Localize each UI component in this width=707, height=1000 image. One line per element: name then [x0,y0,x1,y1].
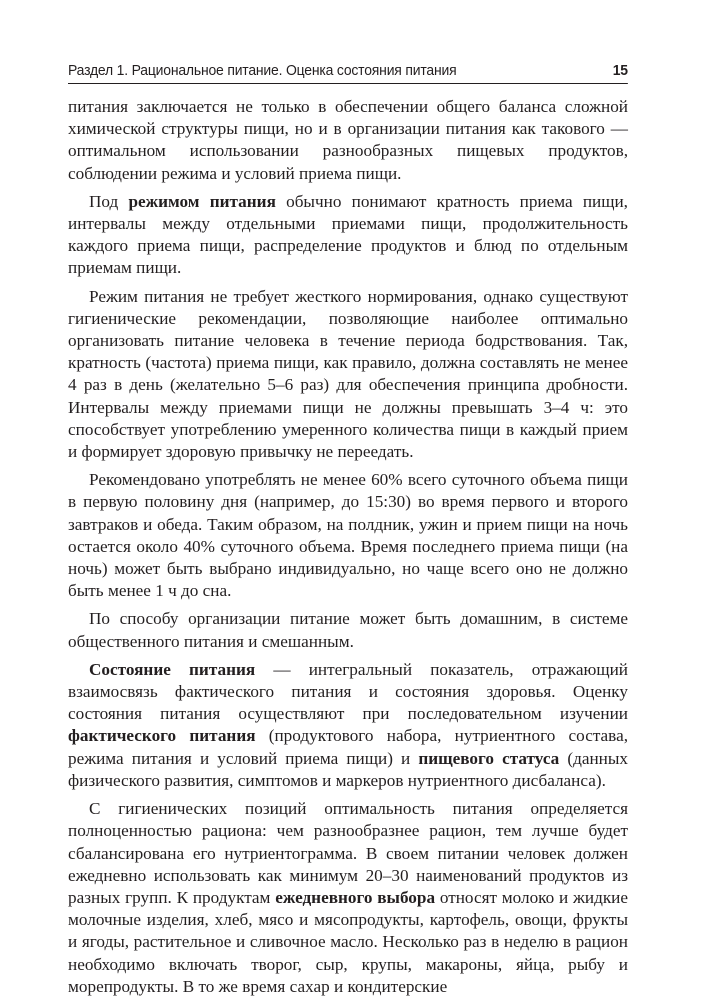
text-segment: Режим питания не требует жесткого нормирования, однако существуют гигиенические рекомендации, позволяющие наиболее оптимально организовать питание человека в течение периода бодрствования. Так, кратность (частота) приема пищи, как правило, должна составлять не менее 4 раз в день (желательно 5–6 раз) для обеспечения принципа дробности. Интервалы между приемами пищи не должны превышать 3–4 ч: это способствует употреблению умеренного количества пищи в каждый прием и формирует здоровую привычку не переедать. [68,286,628,462]
text-segment: относят молоко и жидкие молочные изделия, хлеб, мясо и мясопродукты, картофель, овощи, фрукты и ягоды, растительное и сливочное масло. Несколько раз в неделю в рацион необходимо включать творог, сыр, крупы, макароны, яйца, рыбу и морепродукты. В то же время сахар и кондитерские [68,887,628,996]
paragraph-5 [68,608,628,652]
paragraph-4 [68,469,628,602]
paragraph-6 [68,659,628,792]
page-number: 15 [612,62,628,79]
paragraph-2 [68,191,628,280]
paragraph-7 [68,798,628,998]
text-segment: По способу организации питание может быть домашним, в системе общественного питания и смешанным. [68,609,628,651]
paragraph-3 [68,286,628,464]
book-page [68,62,628,998]
bold-term: пищевого статуса [418,748,560,768]
text-segment: (данных физического развития, симптомов и маркеров нутриентного дисбаланса). [68,748,628,790]
paragraph-1 [68,96,628,185]
bold-term: ежедневного выбора [275,887,436,907]
text-segment: Под [89,191,129,211]
text-segment: обычно понимают кратность приема пищи, интервалы между отдельными приемами пищи, продолжительность каждого приема пищи, распределение продуктов и блюд по отдельным приемам пищи. [68,191,628,278]
running-head [68,62,628,84]
text-segment: (продуктового набора, нутриентного состава, режима питания и условий приема пищи) и [68,726,628,768]
bold-term: фактического питания [68,726,256,746]
text-segment: — интегральный показатель, отражающий взаимосвязь фактического питания и состояния здоровья. Оценку состояния питания осуществляют при последовательном изучении [68,659,628,724]
text-segment: питания заключается не только в обеспечении общего баланса сложной химической структуры пищи, но и в организации питания как такового — оптимальном использовании разнообразных пищевых продуктов, соблюдении режима и условий приема пищи. [68,97,628,183]
text-segment: С гигиенических позиций оптимальность питания определяется полноценностью рациона: чем разнообразнее рацион, тем лучше будет сбалансирована его нутриентограмма. В своем питании человек должен ежедневно использовать как минимум 20–30 наименований продуктов из разных групп. К продуктам [68,799,628,907]
text-segment: Рекомендовано употреблять не менее 60% всего суточного объема пищи в первую половину дня (например, до 15:30) во время первого и второго завтраков и обеда. Таким образом, на полдник, ужин и прием пищи на ночь остается около 40% суточного объема. Время последнего приема пищи (на ночь) может быть выбрано индивидуально, но чаще всего оно не должно быть менее 1 ч до сна. [68,470,628,601]
running-title: Раздел 1. Рациональное питание. Оценка состояния питания [68,62,457,79]
bold-term: режимом питания [128,191,276,211]
bold-term: Состояние питания [89,659,256,679]
body-text [68,96,628,998]
